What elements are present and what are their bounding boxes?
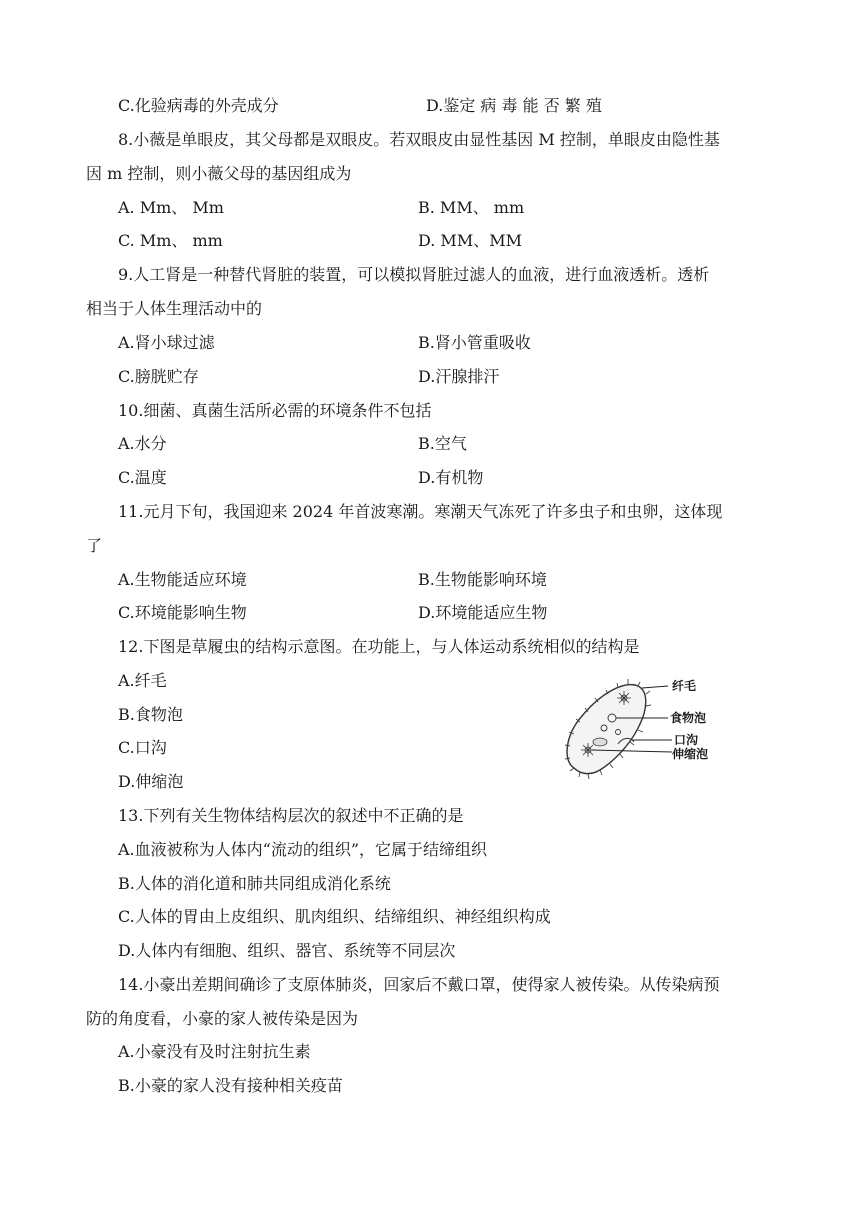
contractile-vacuole-upper	[617, 691, 631, 705]
q14-option-a: A.小豪没有及时注射抗生素	[118, 1042, 311, 1061]
q8-option-c: C. Mm、 mm	[118, 231, 223, 250]
q7-option-c: C.化验病毒的外壳成分	[118, 96, 279, 115]
q14-stem-line2: 防的角度看，小豪的家人被传染是因为	[86, 1009, 359, 1028]
q10-stem: 10.细菌、真菌生活所必需的环境条件不包括	[118, 401, 432, 420]
nucleus	[593, 738, 607, 746]
q12-stem: 12.下图是草履虫的结构示意图。在功能上，与人体运动系统相似的结构是	[118, 637, 640, 656]
paramecium-diagram	[560, 672, 710, 780]
q7-option-d: D.鉴定 病 毒 能 否 繁 殖	[426, 96, 602, 115]
q11-stem-line2: 了	[86, 536, 103, 555]
q9-stem-line1: 9.人工肾是一种替代肾脏的装置，可以模拟肾脏过滤人的血液，进行血液透析。透析	[118, 265, 710, 284]
label-cilia: 纤毛	[672, 679, 697, 693]
q12-option-c: C.口沟	[118, 738, 167, 757]
q13-option-d: D.人体内有细胞、组织、器官、系统等不同层次	[118, 941, 456, 960]
q11-option-a: A.生物能适应环境	[118, 570, 247, 589]
q13-option-a: A.血液被称为人体内“流动的组织”，它属于结缔组织	[118, 840, 488, 859]
q13-option-b: B.人体的消化道和肺共同组成消化系统	[118, 874, 391, 893]
q11-option-c: C.环境能影响生物	[118, 603, 247, 622]
q13-stem: 13.下列有关生物体结构层次的叙述中不正确的是	[118, 806, 464, 825]
q12-option-d: D.伸缩泡	[118, 772, 184, 791]
q8-option-b: B. MM、 mm	[418, 198, 525, 217]
q9-option-d: D.汗腺排汗	[418, 367, 500, 386]
q11-option-d: D.环境能适应生物	[418, 603, 548, 622]
q9-option-a: A.肾小球过滤	[118, 333, 215, 352]
q11-option-b: B.生物能影响环境	[418, 570, 547, 589]
leader-cilia	[642, 686, 668, 688]
q9-stem-line2: 相当于人体生理活动中的	[86, 299, 263, 318]
q14-stem-line1: 14.小豪出差期间确诊了支原体肺炎，回家后不戴口罩，使得家人被传染。从传染病预	[118, 975, 720, 994]
label-contractile-vacuole: 伸缩泡	[672, 747, 709, 761]
q13-option-c: C.人体的胃由上皮组织、肌肉组织、结缔组织、神经组织构成	[118, 907, 551, 926]
q8-option-d: D. MM、MM	[418, 231, 522, 250]
q12-option-a: A.纤毛	[118, 671, 167, 690]
q14-option-b: B.小豪的家人没有接种相关疫苗	[118, 1076, 343, 1095]
q9-option-c: C.膀胱贮存	[118, 367, 199, 386]
q11-stem-line1: 11.元月下旬，我国迎来 2024 年首波寒潮。寒潮天气冻死了许多虫子和虫卵，这体现	[118, 502, 723, 521]
label-food-vacuole: 食物泡	[670, 711, 707, 725]
q8-stem-line1: 8.小薇是单眼皮，其父母都是双眼皮。若双眼皮由显性基因 M 控制，单眼皮由隐性基	[118, 130, 720, 149]
q10-option-b: B.空气	[418, 434, 467, 453]
q10-option-c: C.温度	[118, 468, 167, 487]
q8-stem-line2: 因 m 控制，则小薇父母的基因组成为	[86, 164, 352, 183]
q12-option-b: B.食物泡	[118, 705, 183, 724]
label-oral-groove: 口沟	[674, 733, 699, 747]
q8-option-a: A. Mm、 Mm	[118, 198, 224, 217]
q9-option-b: B.肾小管重吸收	[418, 333, 531, 352]
q10-option-a: A.水分	[118, 434, 167, 453]
q10-option-d: D.有机物	[418, 468, 484, 487]
